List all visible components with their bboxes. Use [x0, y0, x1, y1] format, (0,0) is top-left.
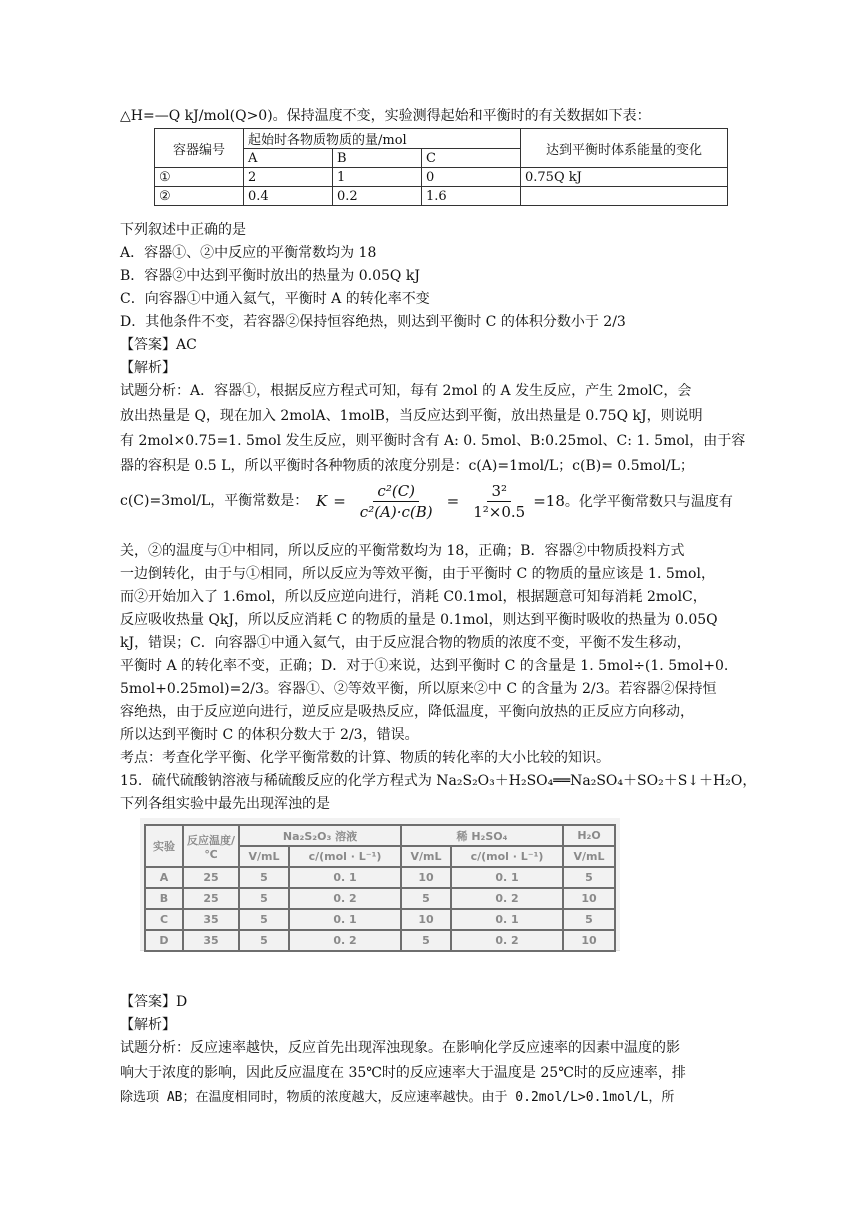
q14-analysis-line: 5mol+0.25mol)=2/3。容器①、②等效平衡，所以原来②中 C 的含量为 2/3。若容器②保持恒: [120, 681, 717, 697]
cell: 5: [239, 909, 289, 930]
q14-kaodian: 考点：考查化学平衡、化学平衡常数的计算、物质的转化率的大小比较的知识。: [120, 750, 610, 766]
cell: 25: [183, 867, 239, 888]
cell: 35: [183, 930, 239, 951]
q15-stem-line-2: 下列各组实验中最先出现浑浊的是: [120, 796, 330, 812]
q14-analysis-line: 反应吸收热量 QkJ，所以反应消耗 C 的物质的量是 0.1mol，则达到平衡时吸收的热量为 0.05Q: [120, 612, 718, 628]
q14-option-b: B．容器②中达到平衡时放出的热量为 0.05Q kJ: [120, 268, 420, 284]
t2-header-c: c/(mol · L⁻¹): [451, 846, 563, 867]
q14-analysis-line: 平衡时 A 的转化率不变，正确；D．对于①来说，达到平衡时 C 的含量是 1. 5mol÷(1. 5mol+0.: [120, 658, 729, 674]
table-row: [155, 187, 728, 206]
t2-header-exp: 实验: [145, 825, 183, 867]
row-a: 2: [244, 168, 333, 187]
cell: 0. 1: [289, 909, 401, 930]
row-energy: [521, 187, 728, 206]
table-subheader-c: C: [422, 149, 521, 168]
q15-analysis-line: 除选项 AB；在温度相同时，物质的浓度越大，反应速率越快。由于 0.2mol/L>0.1mol/L，所: [120, 1090, 675, 1105]
row-id: ①: [155, 168, 244, 187]
q14-analysis-label: 【解析】: [120, 360, 176, 376]
q14-analysis-line: 放出热量是 Q，现在加入 2molA、1molB，当反应达到平衡，放出热量是 0.75Q kJ，则说明: [120, 408, 703, 424]
formula-fraction-1: [356, 482, 437, 521]
q14-analysis-line: 而②开始加入了 1.6mol，所以反应逆向进行，消耗 C0.1mol，根据题意可知每消耗 2molC，: [120, 589, 707, 605]
equilibrium-constant-formula: [316, 476, 733, 526]
row-b: 1: [333, 168, 422, 187]
q14-analysis-line: 有 2mol×0.75=1. 5mol 发生反应，则平衡时含有 A: 0. 5mol、B:0.25mol、C: 1. 5mol，由于容: [120, 433, 746, 449]
cell: 0. 2: [289, 888, 401, 909]
cell: 10: [401, 909, 451, 930]
q14-option-d: D．其他条件不变，若容器②保持恒容绝热，则达到平衡时 C 的体积分数小于 2/3: [120, 314, 626, 330]
row-c: 1.6: [422, 187, 521, 206]
cell: 0. 1: [451, 909, 563, 930]
row-b: 0.2: [333, 187, 422, 206]
table-row: [145, 909, 615, 930]
q15-answer: 【答案】D: [120, 994, 188, 1010]
q15-analysis-line: 试题分析：反应速率越快，反应首先出现浑浊现象。在影响化学反应速率的因素中温度的影: [120, 1040, 680, 1056]
t2-header-water: H₂O: [563, 825, 615, 846]
q14-analysis-line: 器的容积是 0.5 L，所以平衡时各种物质的浓度分别是：c(A)=1mol/L；c(B)= 0.5mol/L；: [120, 458, 694, 474]
q14-option-c: C．向容器①中通入氦气，平衡时 A 的转化率不变: [120, 291, 430, 307]
cell: D: [145, 930, 183, 951]
cell: 10: [563, 888, 615, 909]
cell: 5: [239, 930, 289, 951]
t2-header-na: Na₂S₂O₃ 溶液: [239, 825, 401, 846]
table-row: [155, 168, 728, 187]
cell: 5: [401, 888, 451, 909]
table-header-initial: 起始时各物质物质的量/mol: [244, 129, 521, 149]
fraction-2-denominator: 1²×0.5: [473, 502, 526, 521]
fraction-1-denominator: c²(A)·c(B): [359, 502, 433, 521]
t2-header-c: c/(mol · L⁻¹): [289, 846, 401, 867]
formula-fraction-2: [469, 482, 529, 521]
formula-k: K: [316, 492, 328, 510]
q15-scanned-table-image: [140, 818, 620, 951]
cell: 35: [183, 909, 239, 930]
q15-analysis-label: 【解析】: [120, 1017, 176, 1033]
t2-header-v: V/mL: [239, 846, 289, 867]
q14-analysis-line: 一边倒转化，由于与①相同，所以反应为等效平衡，由于平衡时 C 的物质的量应该是 1. 5mol，: [120, 566, 715, 582]
cell: 0. 1: [451, 867, 563, 888]
cell: 25: [183, 888, 239, 909]
row-energy: 0.75Q kJ: [521, 168, 728, 187]
formula-equals: =: [446, 492, 460, 510]
q14-formula-post: 。化学平衡常数只与温度有: [564, 494, 733, 510]
t2-header-temp: 反应温度/℃: [183, 825, 239, 867]
row-a: 0.4: [244, 187, 333, 206]
q14-analysis-line: kJ，错误；C．向容器①中通入氦气，由于反应混合物的物质的浓度不变，平衡不发生移动，: [120, 635, 691, 651]
cell: 0. 2: [451, 930, 563, 951]
cell: 10: [401, 867, 451, 888]
cell: 0. 2: [451, 888, 563, 909]
t2-header-acid: 稀 H₂SO₄: [401, 825, 563, 846]
q14-option-a: A．容器①、②中反应的平衡常数均为 18: [120, 245, 377, 261]
q14-answer: 【答案】AC: [120, 337, 197, 353]
q15-experiment-table: [144, 824, 616, 952]
cell: 5: [563, 909, 615, 930]
table-row: [145, 930, 615, 951]
row-id: ②: [155, 187, 244, 206]
fraction-2-numerator: 3²: [487, 482, 511, 502]
cell: 5: [239, 888, 289, 909]
q14-analysis-line: 所以达到平衡时 C 的体积分数大于 2/3，错误。: [120, 727, 419, 743]
table-header-container: 容器编号: [155, 129, 244, 168]
cell: B: [145, 888, 183, 909]
cell: 0. 2: [289, 930, 401, 951]
formula-equals: =: [333, 492, 346, 510]
q15-analysis-line: 响大于浓度的影响，因此反应温度在 35℃时的反应速率大于温度是 25℃时的反应速率，排: [120, 1065, 686, 1081]
table-header-energy: 达到平衡时体系能量的变化: [521, 129, 728, 168]
cell: 0. 1: [289, 867, 401, 888]
row-c: 0: [422, 168, 521, 187]
cell: 5: [401, 930, 451, 951]
q14-header-line: △H=—Q kJ/mol(Q>0)。保持温度不变，实验测得起始和平衡时的有关数据如下表：: [120, 108, 651, 124]
q14-analysis-line: 关，②的温度与①中相同，所以反应的平衡常数均为 18，正确；B．容器②中物质投料方式: [120, 543, 685, 559]
t2-header-v: V/mL: [401, 846, 451, 867]
cell: C: [145, 909, 183, 930]
q14-formula-pre: c(C)=3mol/L，平衡常数是：: [120, 493, 309, 509]
table-subheader-a: A: [244, 149, 333, 168]
cell: 5: [239, 867, 289, 888]
table-row: [145, 867, 615, 888]
table-subheader-b: B: [333, 149, 422, 168]
cell: A: [145, 867, 183, 888]
cell: 10: [563, 930, 615, 951]
q14-analysis-line: 容绝热，由于反应逆向进行，逆反应是吸热反应，降低温度，平衡向放热的正反应方向移动，: [120, 704, 694, 720]
table-row: [145, 888, 615, 909]
q15-stem-line-1: 15．硫代硫酸钠溶液与稀硫酸反应的化学方程式为 Na₂S₂O₃＋H₂SO₄══Na₂SO₄＋SO₂＋S↓＋H₂O，: [120, 773, 757, 789]
formula-result: =18: [533, 492, 565, 510]
q14-data-table: [154, 128, 728, 206]
t2-header-v: V/mL: [563, 846, 615, 867]
q14-prompt: 下列叙述中正确的是: [120, 222, 246, 238]
cell: 5: [563, 867, 615, 888]
q14-analysis-line: 试题分析：A．容器①，根据反应方程式可知，每有 2mol 的 A 发生反应，产生 2molC，会: [120, 383, 692, 399]
fraction-1-numerator: c²(C): [373, 482, 419, 502]
